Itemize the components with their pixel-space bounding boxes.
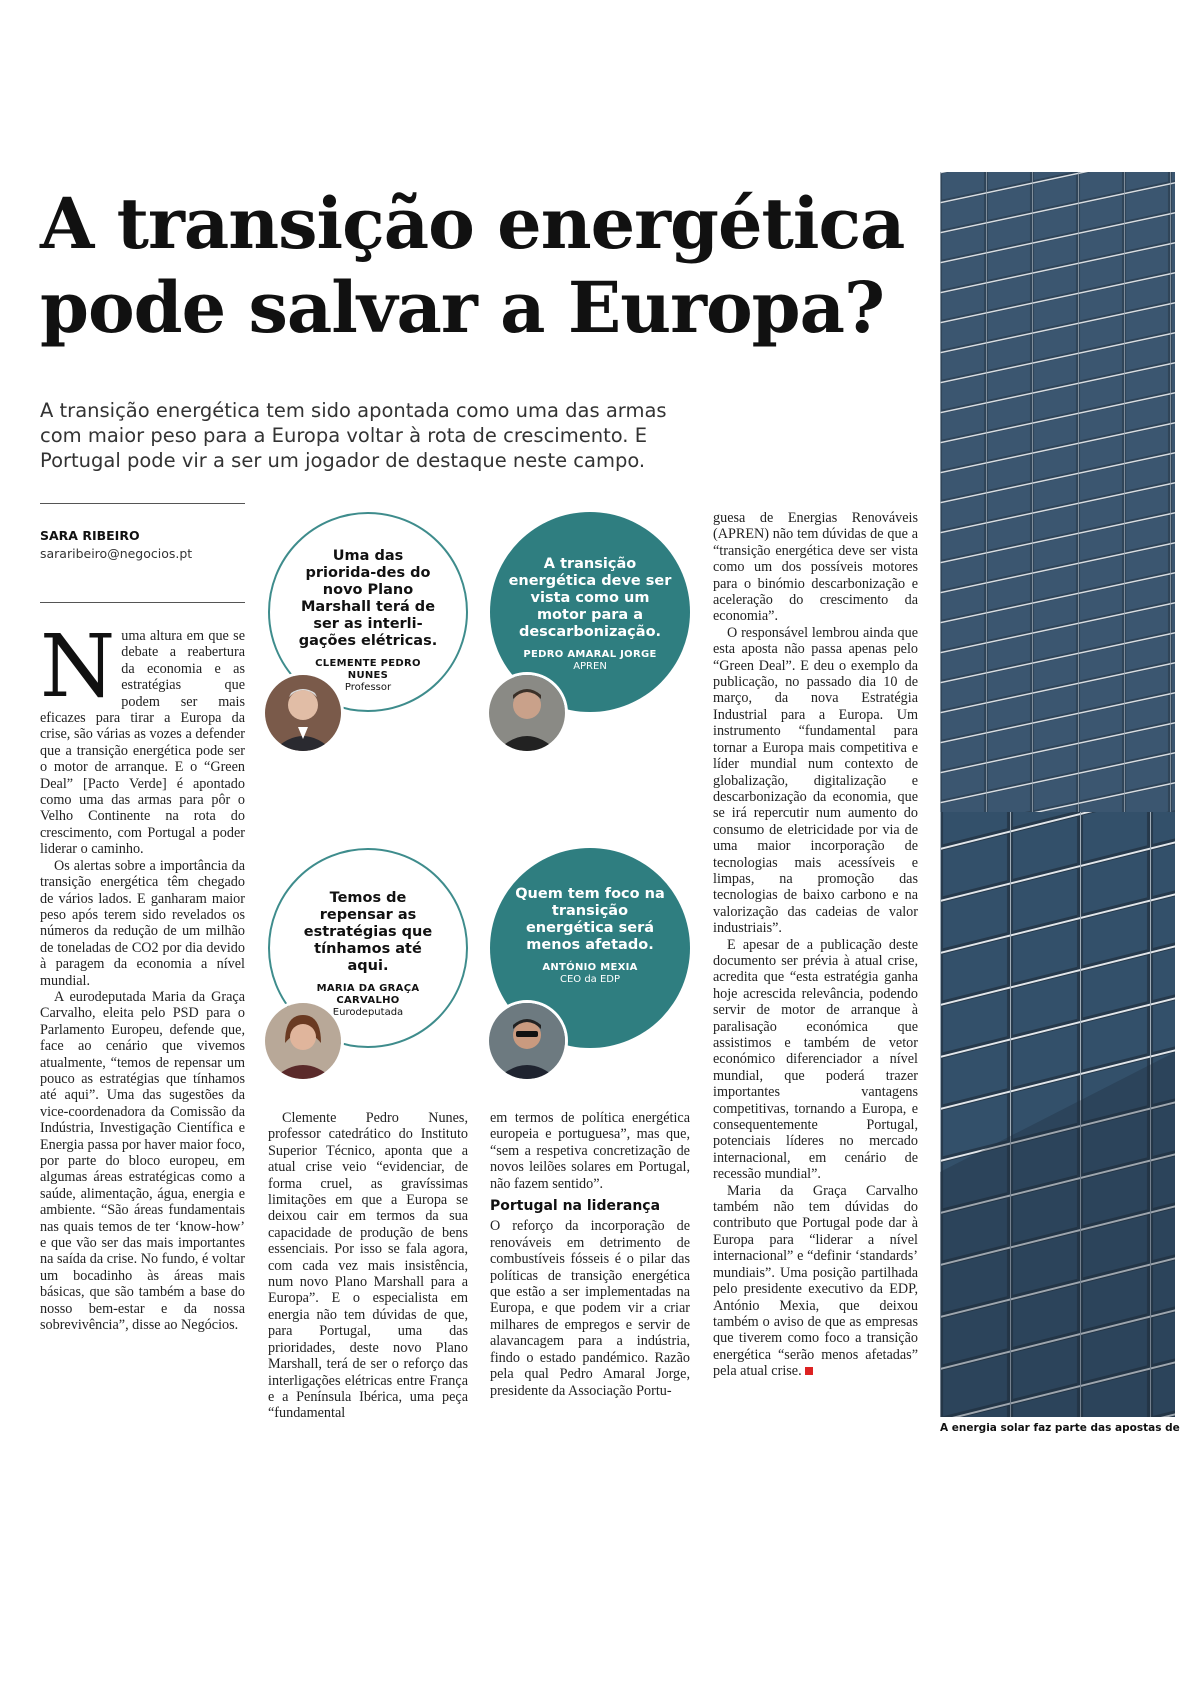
- col1-paragraph-2: Os alertas sobre a importância da transição energética têm chegado de vários lados. E ganharam maior peso após terem sido revelados os números da redução de um milhão de toneladas de CO2 por dia devido à paragem da economia a nível mundial.: [40, 857, 245, 989]
- photo-caption: A energia solar faz parte das apostas de: [940, 1422, 1180, 1434]
- body-column-3: [490, 1110, 690, 1399]
- avatar-pedro: [486, 672, 568, 754]
- col2-paragraph-1: Clemente Pedro Nunes, professor catedrático do Instituto Superior Técnico, aponta que a atual crise veio “evidenciar, de forma cruel, as gravíssimas limitações em que a Europa se deixou cair em termos da sua capacidade de produção de bens essenciais. Por isso se fala agora, com cada vez mais insistência, num novo Plano Marshall para a Europa”. E o especialista em energia não tem dúvidas de que, para Portugal, uma das prioridades, deste novo Plano Marshall, terá de ser o reforço das interligações elétricas entre França e a Península Ibérica, uma peça “fundamental: [268, 1110, 468, 1422]
- body-column-1: [40, 617, 245, 1334]
- headline-line-1: A transição energética: [40, 182, 905, 265]
- col1-paragraph-1: uma altura em que se debate a reabertura da economia e as estratégias que podem ser mais eficazes para tirar a Europa da crise, são várias as vozes a defender que a transição energética pode ser o motor de arranque. E o “Green Deal” [Pacto Verde] é apontado como uma das armas para pôr o Velho Continente na rota do crescimento, com Portugal a poder liderar o caminho.: [40, 628, 245, 858]
- solar-panels-image: [940, 172, 1175, 1417]
- solar-panels-photo: [940, 172, 1175, 1417]
- col4-paragraph-3: E apesar de a publicação deste documento ser prévia à atual crise, acredita que “esta estratégia ganha hoje acrescida relevância, podendo servir de motor de arranque à paralisação económica que assistimos e também de vetor económico diferenciador a nível mundial, que poderá trazer importantes vantagens competitivas, tornando a Europa, e consequentemente Portugal, potenciais líderes no mercado internacional, em cenário de recessão mundial”.: [713, 936, 918, 1183]
- byline-rule-top: [40, 503, 245, 504]
- quote-name: ANTÓNIO MEXIA: [542, 962, 638, 973]
- byline-author: SARA RIBEIRO: [40, 528, 140, 543]
- headline-line-2: pode salvar a Europa?: [40, 266, 884, 349]
- subhead: Portugal na liderança: [490, 1198, 661, 1215]
- body-column-4: [713, 510, 918, 1380]
- end-mark-icon: [805, 1367, 813, 1375]
- quote-name: CLEMENTE PEDRO NUNES: [315, 658, 421, 681]
- col1-paragraph-3: A eurodeputada Maria da Graça Carvalho, eleita pelo PSD para o Parlamento Europeu, defende que, face ao cenário que vivemos atualmente, “temos de repensar um pouco as estratégias que tínhamos até aqui”. Uma das sugestões da vice-coordenadora da Comissão da Indústria, Investigação Científica e Energia passa por haver maior foco, por parte do bloco europeu, em algumas áreas estratégicas como a saúde, alimentação, água, energia e ambiente. “São áreas fundamentais nas quais temos de ter ‘know-how’ e que vão ser das mais importantes na saída da crise. No fundo, é voltar um bocadinho às áreas mais básicas, que são também a base do nosso bem-estar e da nossa sobrevivência”, disse ao Negócios.: [40, 988, 245, 1334]
- byline-rule-bottom: [40, 602, 245, 603]
- quote-role: APREN: [573, 661, 607, 672]
- col4-paragraph-1: guesa de Energias Renováveis (APREN) não tem dúvidas de que a “transição energética deve ser vista como um dos possíveis motores para o binómio descarbonização e aceleração do crescimento da economia”.: [713, 510, 918, 625]
- col4-paragraph-2: O responsável lembrou ainda que esta aposta não passa apenas pelo “Green Deal”. E deu o exemplo da publicação, no passado dia 10 de março, da nova Estratégia Industrial para a Europa. Um instrumento “fundamental para tornar a Europa mais competitiva e líder mundial num contexto de globalização, digitalização e descarbonização da economia, que se irá repercutir num aumento do consumo de eletricidade por via de uma maior incorporação de tecnologias mais acessíveis e limpas, na promoção das tecnologias de baixo carbono e na valorização das cadeias de valor industriais”.: [713, 624, 918, 937]
- quote-role: Eurodeputada: [332, 1007, 404, 1018]
- avatar-antonio: [486, 1000, 568, 1082]
- avatar-maria: [262, 1000, 344, 1082]
- quote-name: MARIA DA GRAÇA CARVALHO: [316, 983, 420, 1006]
- quote-text: Uma das priorida-des do novo Plano Marshall terá de ser as interli-gações elétricas.: [298, 548, 438, 649]
- headline: [40, 182, 920, 350]
- quote-text: Temos de repensar as estratégias que tínhamos até aqui.: [303, 890, 433, 974]
- byline-email: sararibeiro@negocios.pt: [40, 546, 193, 561]
- avatar-clemente: [262, 672, 344, 754]
- quote-name: PEDRO AMARAL JORGE: [523, 649, 657, 660]
- body-column-2: [268, 1110, 468, 1422]
- lead-paragraph: A transição energética tem sido apontada como uma das armas com maior peso para a Europa voltar à rota de crescimento. E Portugal pode vir a ser um jogador de destaque neste campo.: [40, 399, 667, 472]
- drop-cap: N: [40, 617, 116, 717]
- quote-role: Professor: [344, 682, 392, 693]
- quote-text: A transição energética deve ser vista como um motor para a descarbonização.: [508, 556, 672, 640]
- col3-paragraph-1: em termos de política energética europeia e portuguesa”, mas que, “sem a respetiva concretização de novos leilões solares em Portugal, não fazem sentido”.: [490, 1110, 690, 1192]
- quote-role: CEO da EDP: [559, 974, 621, 985]
- col3-paragraph-2: O reforço da incorporação de renováveis em detrimento de combustíveis fósseis é o pilar das políticas de transição energética que estão a ser implementadas na Europa, e que podem vir a criar milhares de empregos e servir de alavancagem para a indústria, findo o estado pandémico. Razão pela qual Pedro Amaral Jorge, presidente da Associação Portu-: [490, 1218, 690, 1399]
- quote-text: Quem tem foco na transição energética será menos afetado.: [515, 886, 665, 953]
- col4-paragraph-4: Maria da Graça Carvalho também não tem dúvidas do contributo que Portugal pode dar à Europa para “liderar a nível internacional” e “definir ‘standards’ mundiais”. Uma posição partilhada pelo presidente executivo da EDP, António Mexia, que deixou também o aviso de que as empresas que tiverem como foco a transição energética “serão menos afetadas” pela atual crise.: [713, 1182, 918, 1380]
